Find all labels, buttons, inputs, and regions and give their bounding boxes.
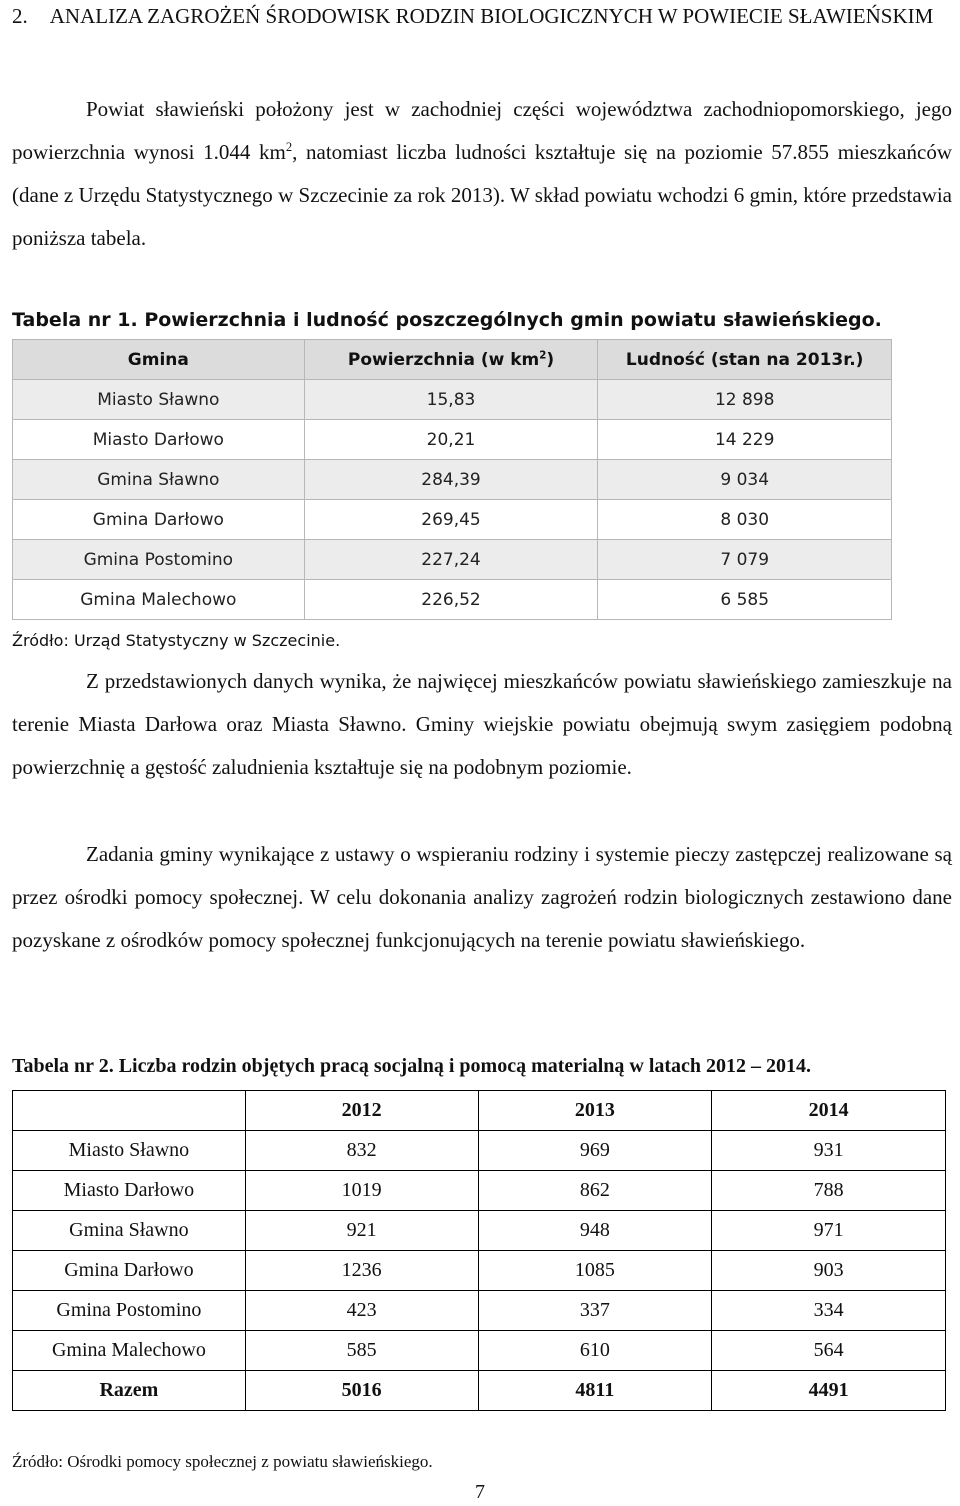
- table2-caption-label: Tabela nr 2.: [12, 1055, 114, 1077]
- table2-cell-name: Gmina Sławno: [13, 1211, 246, 1251]
- table1-cell-pop: 14 229: [598, 420, 892, 460]
- table2-cell-value: 903: [712, 1251, 946, 1291]
- table2-header-year: 2013: [478, 1091, 712, 1131]
- section-title: ANALIZA ZAGROŻEŃ ŚRODOWISK RODZIN BIOLOGICZNYCH W POWIECIE SŁAWIEŃSKIM: [49, 4, 934, 28]
- intro-paragraph: [12, 88, 952, 260]
- table2-cell-value: 1085: [478, 1251, 712, 1291]
- table-row: [13, 580, 892, 620]
- table2-cell-value: 610: [478, 1331, 712, 1371]
- table2-cell-value: 564: [712, 1331, 946, 1371]
- table1-cell-pop: 8 030: [598, 500, 892, 540]
- analysis-paragraph: Z przedstawionych danych wynika, że najwięcej mieszkańców powiatu sławieńskiego zamieszkuje na terenie Miasta Darłowa oraz Miasta Sławno. Gminy wiejskie powiatu obejmują swym zasięgiem podobną powierzchnię a gęstość zaludnienia kształtuje się na podobnym poziomie.: [12, 669, 952, 779]
- table2-cell-name: Miasto Darłowo: [13, 1171, 246, 1211]
- table1-cell-area: 20,21: [304, 420, 598, 460]
- table-row: [13, 1251, 946, 1291]
- table1-header-gmina: Gmina: [13, 340, 305, 380]
- table1-cell-pop: 12 898: [598, 380, 892, 420]
- table1-cell-pop: 9 034: [598, 460, 892, 500]
- table2-cell-value: 1019: [245, 1171, 478, 1211]
- table2-cell-value: 862: [478, 1171, 712, 1211]
- table1-caption-text: Powierzchnia i ludność poszczególnych gmin powiatu sławieńskiego.: [137, 309, 882, 331]
- table-row: [13, 500, 892, 540]
- table-row: [13, 540, 892, 580]
- table2-total-value: 5016: [245, 1371, 478, 1411]
- table1-cell-area: 269,45: [304, 500, 598, 540]
- table1-cell-area: 226,52: [304, 580, 598, 620]
- table2-cell-value: 585: [245, 1331, 478, 1371]
- table2-cell-value: 969: [478, 1131, 712, 1171]
- table-row: [13, 460, 892, 500]
- table1-header-area: [304, 340, 598, 380]
- table-row: [13, 1331, 946, 1371]
- table2-cell-value: 832: [245, 1131, 478, 1171]
- table2-cell-value: 337: [478, 1291, 712, 1331]
- table1-header-area-close: ): [546, 349, 555, 370]
- table-row: [13, 1131, 946, 1171]
- table2-cell-name: Gmina Postomino: [13, 1291, 246, 1331]
- table1-cell-name: Gmina Sławno: [13, 460, 305, 500]
- table-row: [13, 380, 892, 420]
- intro-text-part1: Powiat sławieński położony jest w zachodniej części województwa zachodniopomorskiego, jego powierzchnia wynosi 1.044 km: [12, 97, 952, 164]
- table2-cell-value: 1236: [245, 1251, 478, 1291]
- table2-cell-value: 948: [478, 1211, 712, 1251]
- table2-cell-name: Miasto Sławno: [13, 1131, 246, 1171]
- table2: [12, 1090, 946, 1411]
- page-number: 7: [475, 1481, 485, 1503]
- table2-caption: [12, 1054, 811, 1078]
- section-heading: [12, 0, 952, 32]
- table2-cell-value: 921: [245, 1211, 478, 1251]
- table2-source: Źródło: Ośrodki pomocy społecznej z powiatu sławieńskiego.: [12, 1452, 433, 1471]
- table-row: [13, 1291, 946, 1331]
- table1-cell-area: 284,39: [304, 460, 598, 500]
- tasks-paragraph: Zadania gminy wynikające z ustawy o wspieraniu rodziny i systemie pieczy zastępczej realizowane są przez ośrodki pomocy społecznej. W celu dokonania analizy zagrożeń rodzin biologicznych zestawiono dane pozyskane z ośrodków pomocy społecznej funkcjonujących na terenie powiatu sławieńskiego.: [12, 842, 952, 952]
- table1-cell-name: Miasto Sławno: [13, 380, 305, 420]
- table1-header-area-text: Powierzchnia (w km: [347, 349, 540, 370]
- table1-cell-pop: 7 079: [598, 540, 892, 580]
- table-row: [13, 1171, 946, 1211]
- table2-cell-value: 423: [245, 1291, 478, 1331]
- intro-superscript: 2: [285, 140, 293, 154]
- table1-header-row: [13, 340, 892, 380]
- table1-source: Źródło: Urząd Statystyczny w Szczecinie.: [12, 631, 341, 650]
- table1-caption-label: Tabela nr 1.: [12, 309, 138, 331]
- table-row: [13, 1211, 946, 1251]
- table2-header-year: 2012: [245, 1091, 478, 1131]
- table2-total-value: 4491: [712, 1371, 946, 1411]
- table1-header-area-sup: 2: [539, 349, 547, 361]
- table1-cell-name: Gmina Malechowo: [13, 580, 305, 620]
- table1-cell-name: Miasto Darłowo: [13, 420, 305, 460]
- table2-total-row: [13, 1371, 946, 1411]
- table2-header-row: [13, 1091, 946, 1131]
- section-number: 2.: [12, 4, 28, 28]
- table1-cell-area: 15,83: [304, 380, 598, 420]
- table1: [12, 339, 892, 620]
- table2-cell-value: 931: [712, 1131, 946, 1171]
- table1-cell-area: 227,24: [304, 540, 598, 580]
- table2-cell-value: 334: [712, 1291, 946, 1331]
- table1-caption: [12, 308, 882, 332]
- table2-caption-text: Liczba rodzin objętych pracą socjalną i pomocą materialną w latach 2012 – 2014.: [113, 1055, 812, 1077]
- table1-cell-name: Gmina Darłowo: [13, 500, 305, 540]
- intro-text-part2: , natomiast liczba ludności kształtuje się na poziomie 57.855 mieszkańców (dane z Urzędu Statystycznego w Szczecinie za rok 2013). W skład powiatu wchodzi 6 gmin, które przedstawia poniższa tabela.: [12, 140, 952, 250]
- table-row: [13, 420, 892, 460]
- table2-cell-name: Gmina Malechowo: [13, 1331, 246, 1371]
- table2-header-empty: [13, 1091, 246, 1131]
- table1-header-pop: Ludność (stan na 2013r.): [598, 340, 892, 380]
- table2-cell-name: Gmina Darłowo: [13, 1251, 246, 1291]
- table2-cell-value: 971: [712, 1211, 946, 1251]
- table2-header-year: 2014: [712, 1091, 946, 1131]
- table2-total-value: 4811: [478, 1371, 712, 1411]
- table1-cell-name: Gmina Postomino: [13, 540, 305, 580]
- table1-cell-pop: 6 585: [598, 580, 892, 620]
- table2-cell-value: 788: [712, 1171, 946, 1211]
- table2-total-label: Razem: [13, 1371, 246, 1411]
